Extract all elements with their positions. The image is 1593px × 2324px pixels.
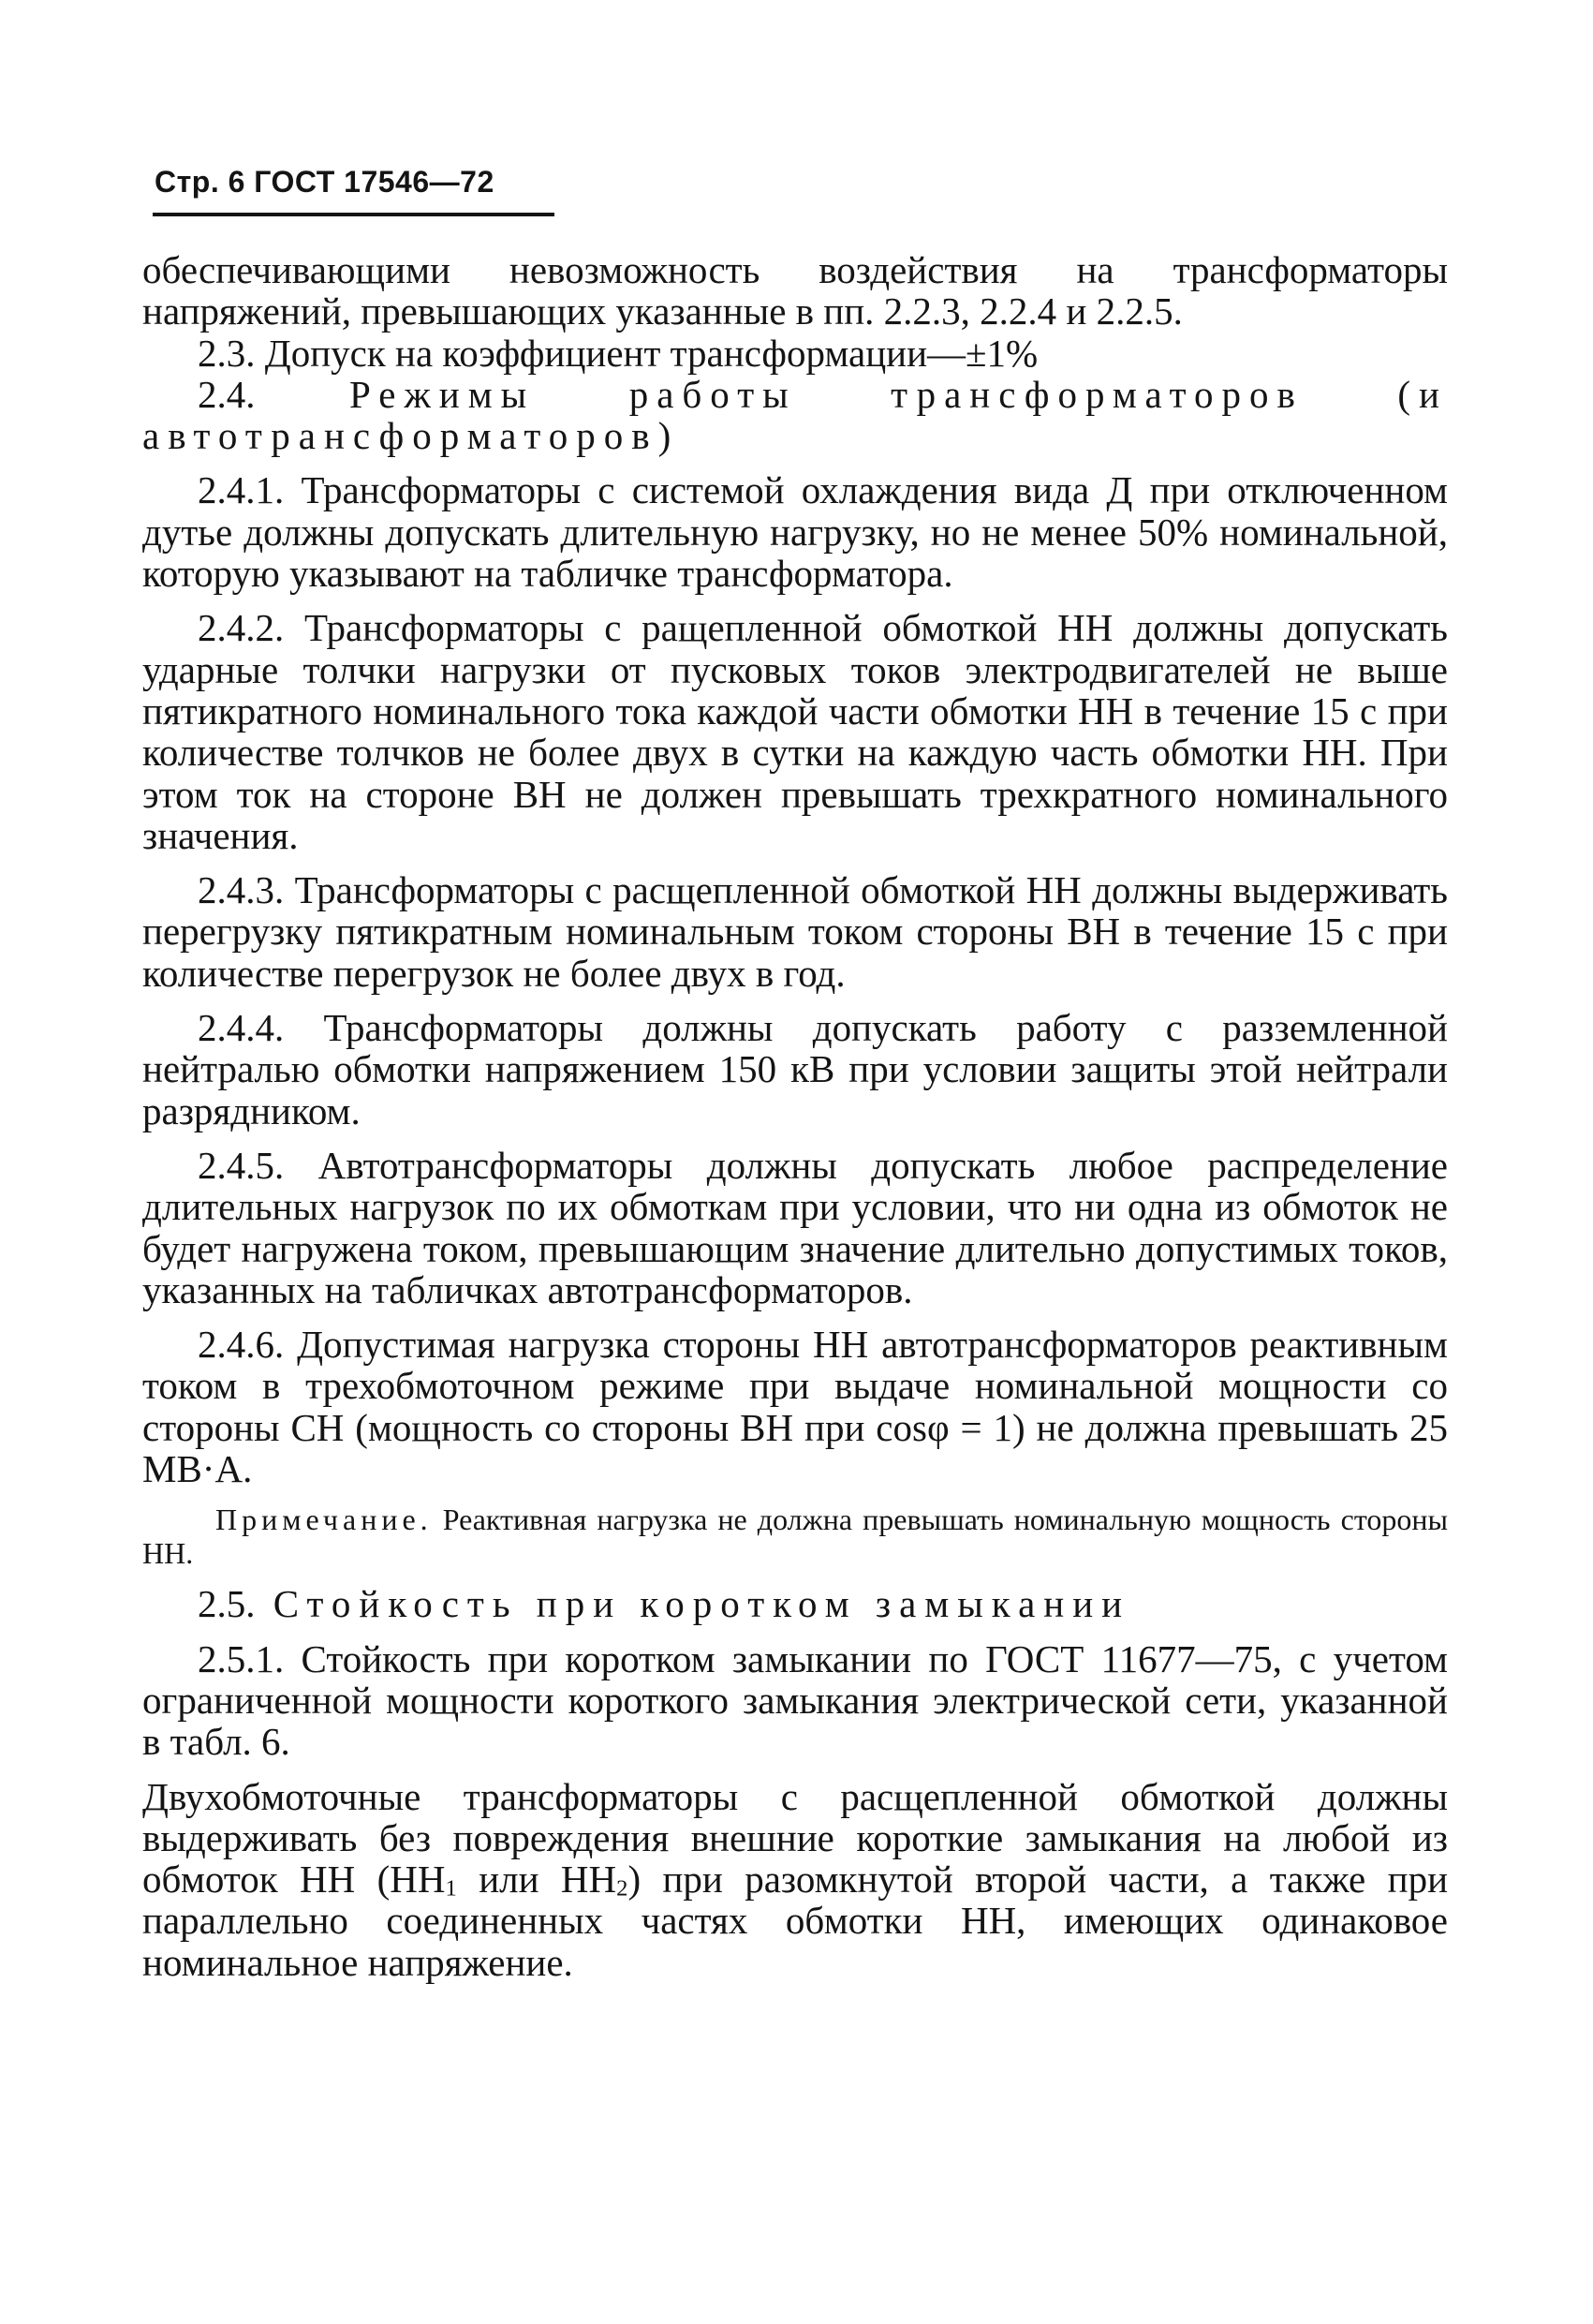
page-header	[155, 165, 494, 200]
note-label: Примечание.	[215, 1502, 433, 1537]
page-body	[142, 249, 1448, 1983]
section-title: Режимы работы трансформаторов (и автотрансформаторов)	[142, 372, 1449, 458]
header-rule	[153, 213, 554, 216]
note-text: Реактивная нагрузка не должна превышать номинальную мощность стороны НН.	[142, 1502, 1448, 1571]
standard-designation: ГОСТ 17546—72	[254, 165, 494, 199]
paragraph-2-4-1: 2.4.1. Трансформаторы с системой охлаждения вида Д при отключенном дутье должны допускать длительную нагрузку, но не менее 50% номинальной, которую указывают на табличке трансформатора.	[142, 468, 1448, 596]
section-heading-2-4	[142, 374, 1448, 457]
paragraph-2-4-4: 2.4.4. Трансформаторы должны допускать работу с разземленной нейтралью обмотки напряжением 150 кВ при условии защиты этой нейтрали разрядником.	[142, 1006, 1448, 1132]
section-heading-2-5	[142, 1583, 1448, 1624]
subscript: 1	[445, 1875, 457, 1902]
paragraph-2-4-2: 2.4.2. Трансформаторы с ращепленной обмоткой НН должны допускать ударные толчки нагрузки от пусковых токов электродвигателей не выше пятикратного номинального тока каждой части обмотки НН в течение 15 с при количестве толчков не более двух в сутки на каждую часть обмотки НН. При этом ток на стороне ВН не должен превышать трехкратного номинального значения.	[142, 606, 1448, 857]
text-fragment: ) при разомкнутой второй части, а также при параллельно соединенных частях обмотки НН, имеющих одинаковое номинальное напряжение.	[142, 1858, 1449, 1984]
note	[142, 1502, 1448, 1570]
section-number: 2.4.	[198, 372, 256, 416]
section-number: 2.5.	[198, 1582, 256, 1626]
paragraph-2-4-3: 2.4.3. Трансформаторы с расщепленной обмоткой НН должны выдерживать перегрузку пятикратным номинальным током стороны ВН в течение 15 с при количестве перегрузок не более двух в год.	[142, 868, 1448, 995]
paragraph-2-4-6: 2.4.6. Допустимая нагрузка стороны НН автотрансформаторов реактивным током в трехобмоточном режиме при выдаче номинальной мощности со стороны СН (мощность со стороны ВН при cosφ = 1) не должна превышать 25 МВ·А.	[142, 1323, 1448, 1491]
paragraph-2-4-5: 2.4.5. Автотрансформаторы должны допускать любое распределение длительных нагрузок по их обмоткам при условии, что ни одна из обмоток не будет нагружена током, превышающим значение длительно допустимых токов, указанных на табличках автотрансформаторов.	[142, 1143, 1448, 1311]
paragraph-2-5-1: 2.5.1. Стойкость при коротком замыкании по ГОСТ 11677—75, с учетом ограниченной мощности короткого замыкания электрической сети, указанной в табл. 6.	[142, 1636, 1448, 1764]
text-fragment: Двухобмоточные трансформаторы с расщепленной обмоткой должны выдерживать без повреждения внешние короткие замыкания на любой из обмоток НН (НН	[142, 1774, 1448, 1902]
page-number: Стр. 6	[155, 165, 245, 199]
section-title: Стойкость при коротком замыкании	[273, 1582, 1131, 1626]
paragraph-intro: обеспечивающими невозможность воздействия на трансформаторы напряжений, превышающих указанные в пп. 2.2.3, 2.2.4 и 2.2.5.	[142, 248, 1448, 333]
text-fragment: или НН	[456, 1858, 617, 1902]
subscript: 2	[616, 1875, 628, 1902]
paragraph-two-winding	[142, 1776, 1448, 1983]
paragraph-2-3: 2.3. Допуск на коэффициент трансформации—±1%	[198, 331, 1039, 375]
